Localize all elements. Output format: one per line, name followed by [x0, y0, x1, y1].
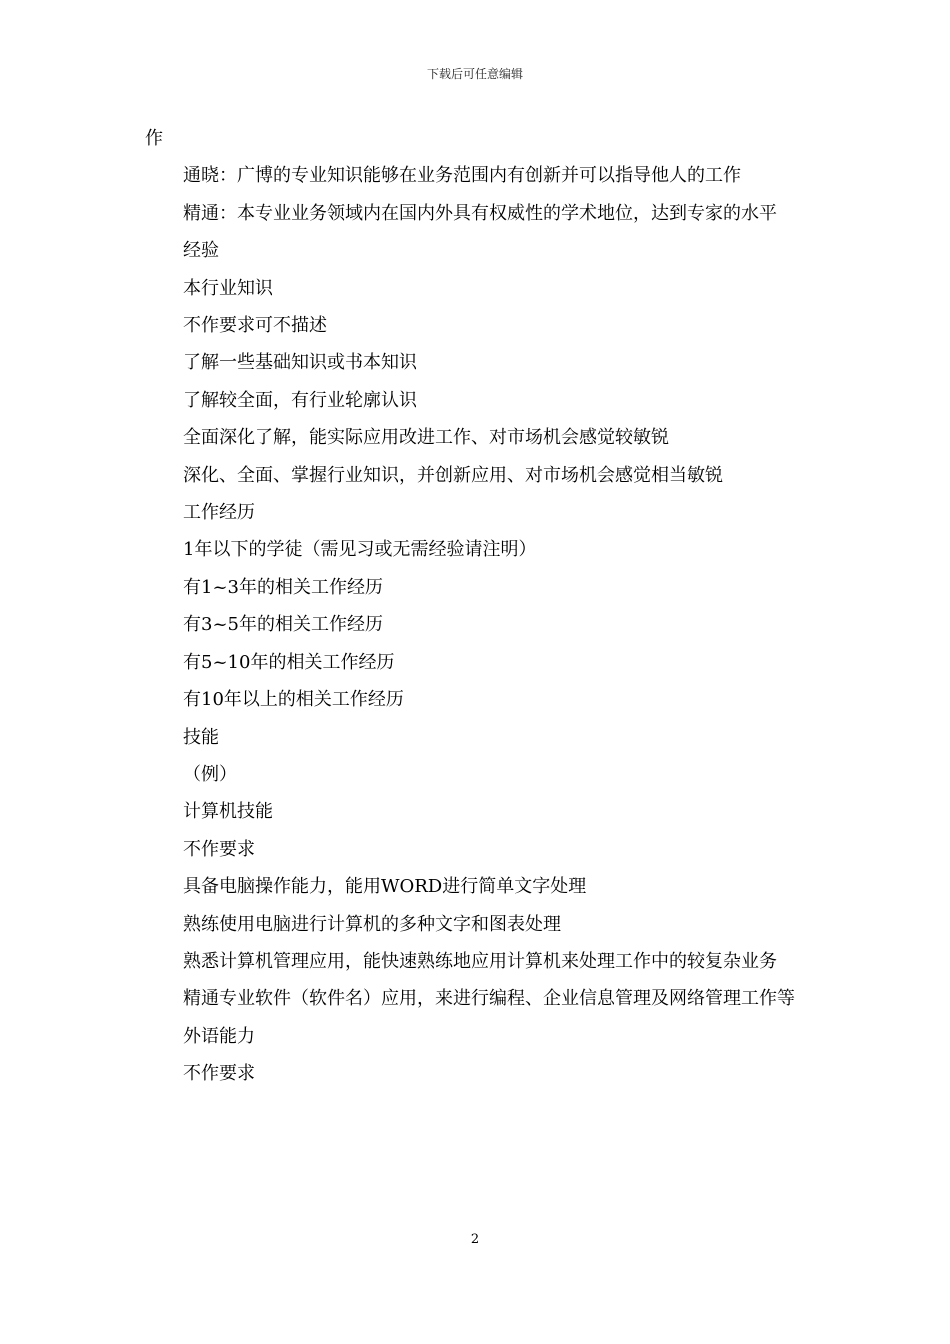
section-heading-skills: 技能 [183, 726, 219, 748]
list-item: 熟练使用电脑进行计算机的多种文字和图表处理 [183, 913, 561, 935]
list-item: 有10年以上的相关工作经历 [183, 689, 404, 711]
document-body [145, 120, 810, 1093]
paragraph-continuation: 作 [145, 128, 163, 149]
subheading-industry-knowledge: 本行业知识 [183, 277, 273, 299]
list-item: 熟悉计算机管理应用，能快速熟练地应用计算机来处理工作中的较复杂业务 [183, 950, 777, 972]
list-item: 不作要求 [183, 838, 255, 860]
page-number: 2 [470, 1232, 480, 1247]
list-item: 有3~5年的相关工作经历 [183, 614, 383, 636]
subheading-foreign-language: 外语能力 [183, 1025, 255, 1047]
list-item: 有5~10年的相关工作经历 [183, 651, 395, 673]
list-item: 了解一些基础知识或书本知识 [183, 352, 417, 374]
list-item: 了解较全面，有行业轮廓认识 [183, 389, 417, 411]
subheading-computer-skills: 计算机技能 [183, 801, 273, 823]
paragraph-proficiency-expert: 通晓：广博的专业知识能够在业务范围内有创新并可以指导他人的工作 [183, 165, 741, 187]
section-heading-experience: 经验 [183, 240, 219, 262]
list-item: 有1~3年的相关工作经历 [183, 576, 383, 598]
subheading-work-history: 工作经历 [183, 502, 255, 524]
list-item: 1年以下的学徒（需见习或无需经验请注明） [183, 539, 537, 561]
list-item: 全面深化了解，能实际应用改进工作、对市场机会感觉较敏锐 [183, 427, 669, 449]
list-item: 深化、全面、掌握行业知识，并创新应用、对市场机会感觉相当敏锐 [183, 464, 723, 486]
paragraph-proficiency-master: 精通：本专业业务领域内在国内外具有权威性的学术地位，达到专家的水平 [183, 202, 777, 224]
list-item: 具备电脑操作能力，能用WORD进行简单文字处理 [183, 876, 587, 898]
list-item: 精通专业软件（软件名）应用，来进行编程、企业信息管理及网络管理工作等 [183, 988, 795, 1010]
page-header: 下载后可任意编辑 [426, 67, 523, 81]
list-item: 不作要求 [183, 1063, 255, 1085]
list-item: 不作要求可不描述 [183, 315, 327, 337]
example-note: （例） [183, 763, 237, 785]
